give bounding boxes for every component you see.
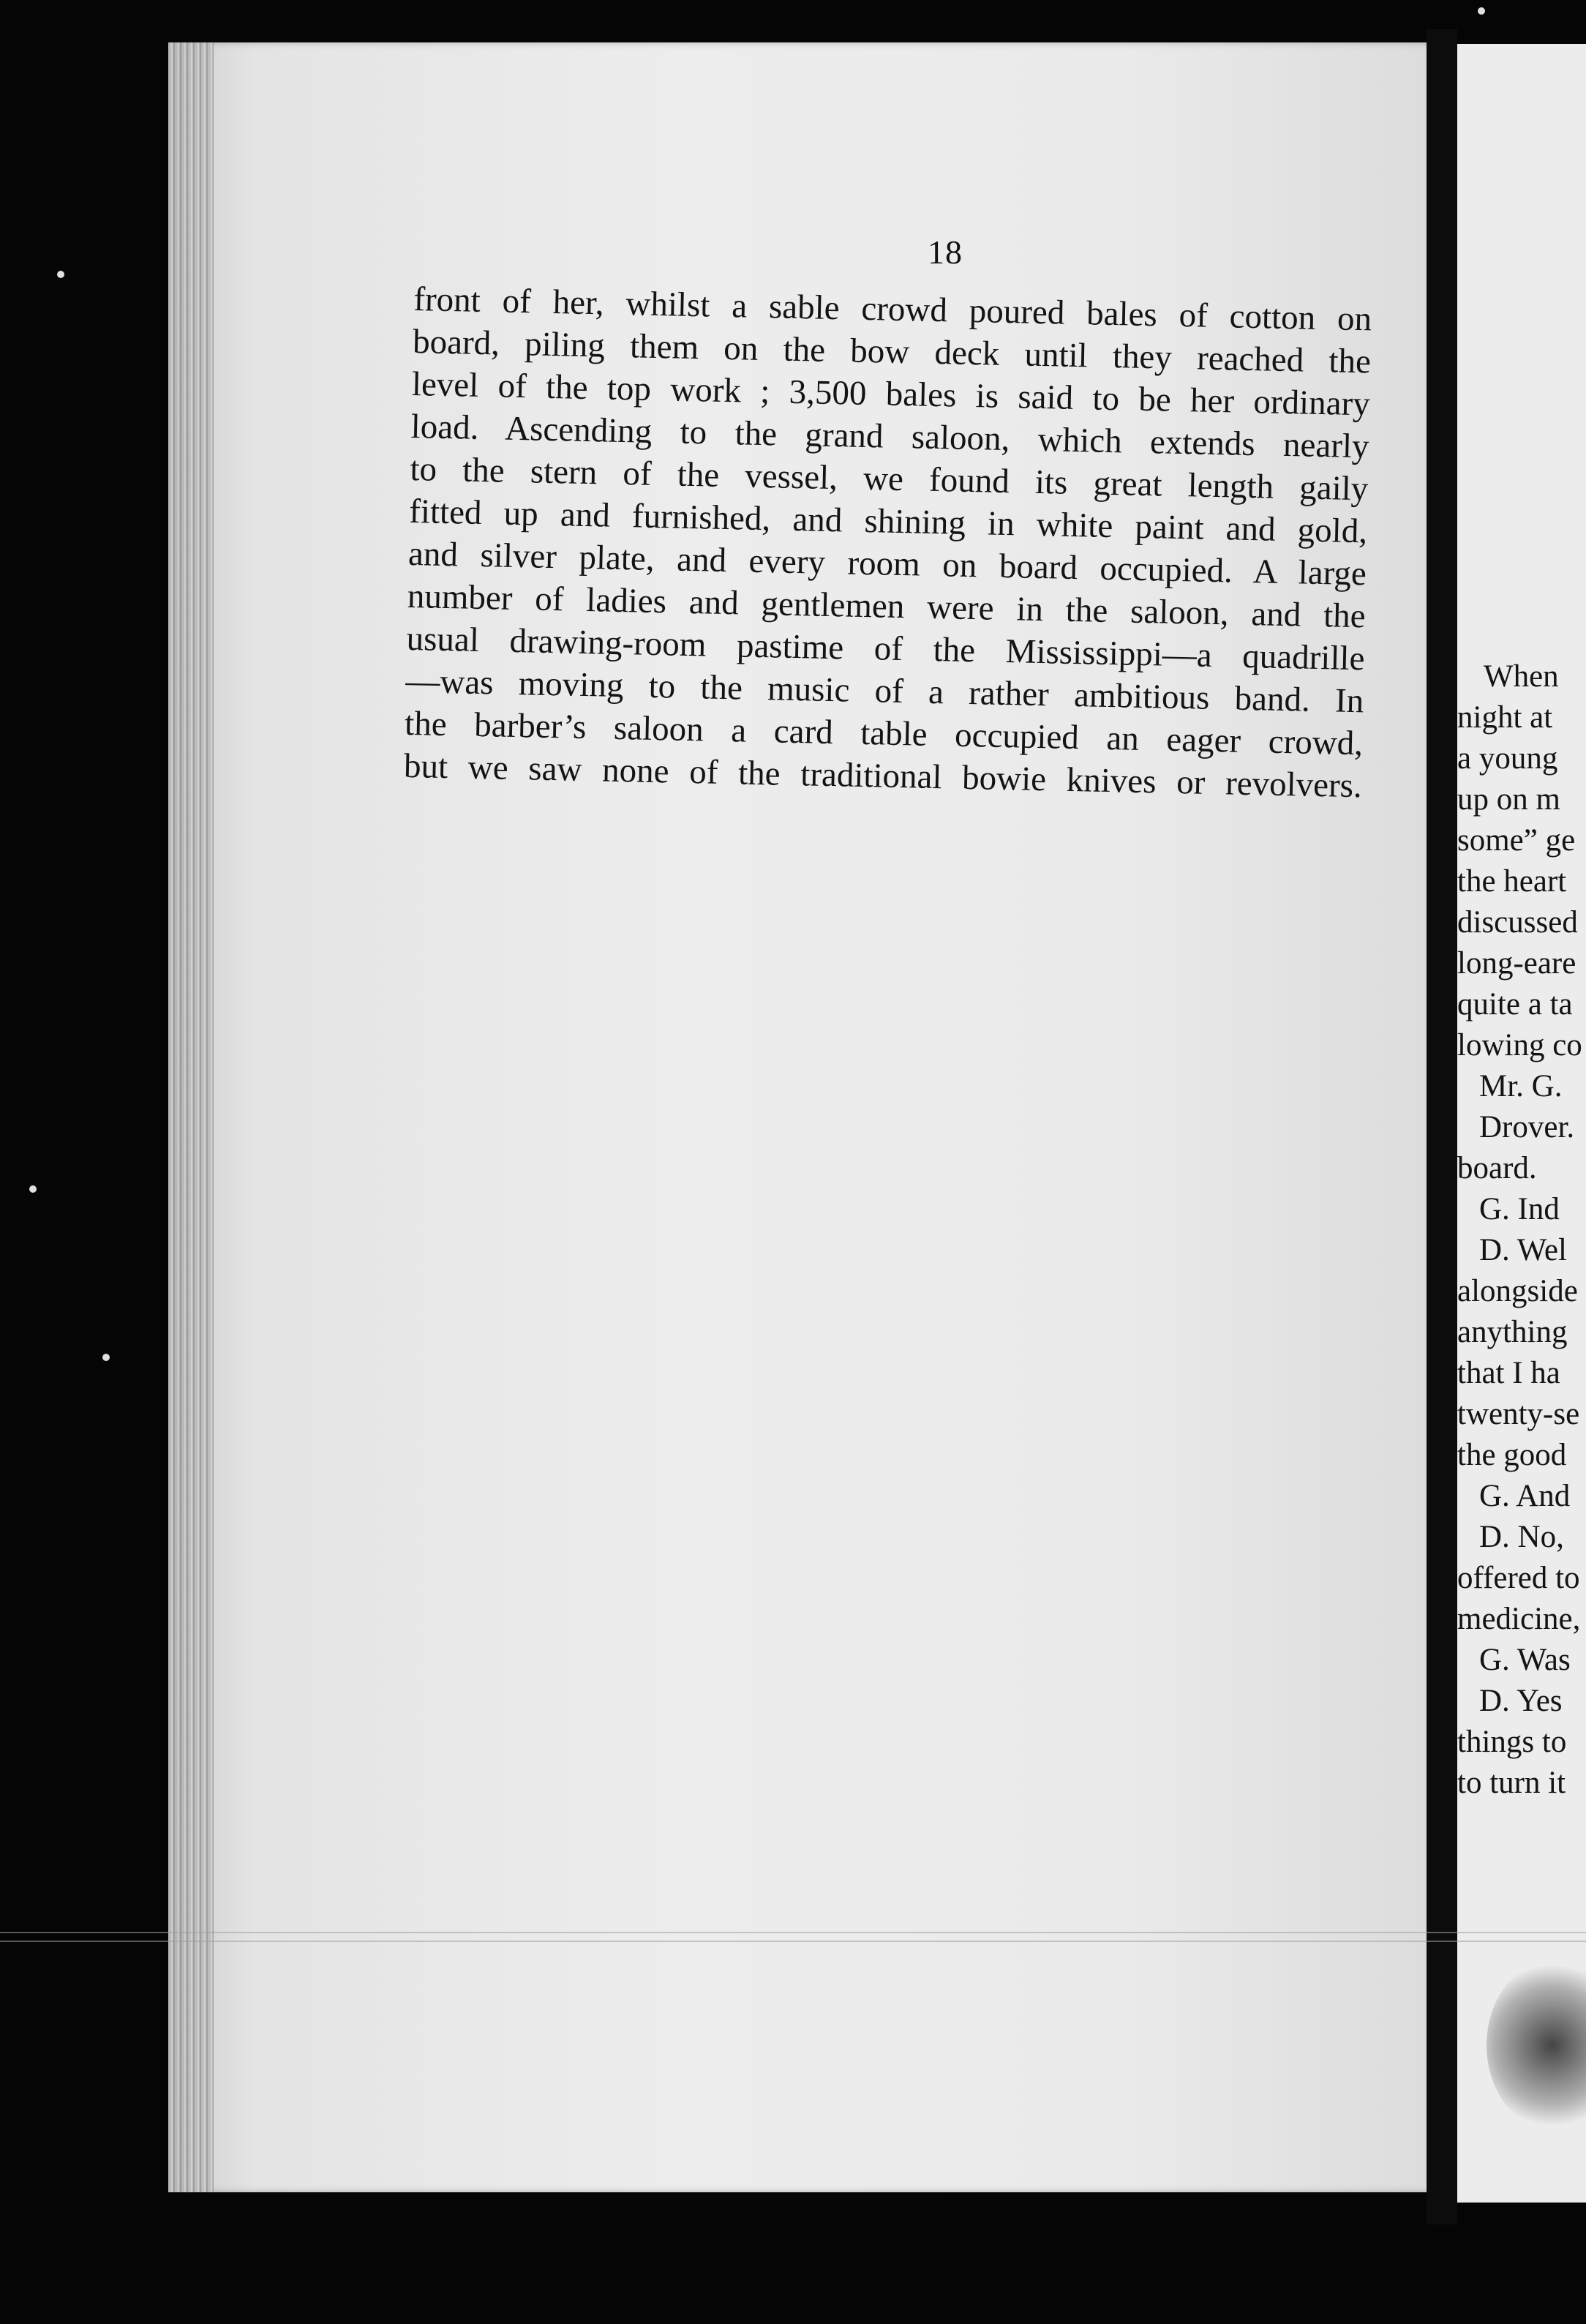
page-edges: [170, 42, 214, 2192]
facing-line: Drover.: [1479, 1110, 1575, 1144]
facing-line: some” ge: [1457, 823, 1576, 858]
facing-line: long-eare: [1457, 946, 1576, 981]
facing-line: G. Ind: [1479, 1192, 1560, 1226]
scan-artifact-line: [0, 1932, 1586, 1933]
facing-line: G. And: [1479, 1479, 1571, 1513]
page-number: 18: [928, 233, 963, 271]
facing-line: medicine,: [1457, 1602, 1581, 1636]
dust-speck: [57, 271, 64, 278]
facing-line: offered to: [1457, 1561, 1580, 1595]
facing-line: anything: [1457, 1315, 1568, 1349]
book-gutter: [1427, 29, 1457, 2224]
facing-line: that I ha: [1457, 1356, 1560, 1390]
body-line: level of the top work ; 3,500 bales is said to be her ordinary: [411, 364, 1371, 424]
facing-line: a young: [1457, 741, 1558, 776]
facing-line: the heart: [1457, 864, 1567, 899]
body-line: but we saw none of the traditional bowie knives or revolvers.: [403, 746, 1363, 806]
facing-line: twenty-se: [1457, 1397, 1580, 1431]
facing-line: D. No,: [1479, 1520, 1564, 1554]
facing-line: board.: [1457, 1151, 1537, 1185]
facing-line: night at: [1457, 700, 1553, 735]
facing-line: lowing co: [1457, 1028, 1582, 1062]
body-line: fitted up and furnished, and shining in white paint and gold,: [408, 492, 1368, 551]
dust-speck: [1478, 7, 1485, 15]
ink-smudge: [1487, 1961, 1586, 2129]
dust-speck: [102, 1354, 110, 1361]
facing-line: G. Was: [1479, 1643, 1571, 1677]
facing-line: to turn it: [1457, 1766, 1566, 1800]
facing-line: the good: [1457, 1438, 1567, 1472]
body-line: and silver plate, and every room on board occupied. A large: [407, 534, 1367, 593]
facing-line: up on m: [1457, 782, 1560, 817]
facing-line: quite a ta: [1457, 987, 1573, 1022]
body-line: front of her, whilst a sable crowd poured bales of cotton on: [413, 280, 1372, 339]
body-line: board, piling them on the bow deck until they reached the: [412, 322, 1372, 381]
facing-line: Mr. G.: [1479, 1069, 1563, 1103]
facing-line: D. Yes: [1479, 1684, 1563, 1718]
body-line: number of ladies and gentlemen were in the saloon, and the: [407, 577, 1367, 636]
body-line: usual drawing-room pastime of the Mississippi—a quadrille: [406, 619, 1365, 678]
facing-page: [1457, 44, 1586, 2203]
body-line: load. Ascending to the grand saloon, which extends nearly: [410, 407, 1370, 466]
body-paragraph: [403, 278, 1386, 808]
dust-speck: [29, 1185, 37, 1193]
facing-line: discussed: [1457, 905, 1578, 940]
facing-line: When: [1484, 659, 1559, 694]
facing-line: alongside: [1457, 1274, 1578, 1308]
scan-artifact-line: [0, 1941, 1586, 1942]
facing-line: D. Wel: [1479, 1233, 1567, 1267]
body-line: —was moving to the music of a rather ambitious band. In: [405, 661, 1364, 721]
body-line: the barber’s saloon a card table occupied an eager crowd,: [404, 704, 1364, 763]
body-line: to the stern of the vessel, we found its great length gaily: [409, 449, 1369, 509]
facing-line: things to: [1457, 1725, 1567, 1759]
